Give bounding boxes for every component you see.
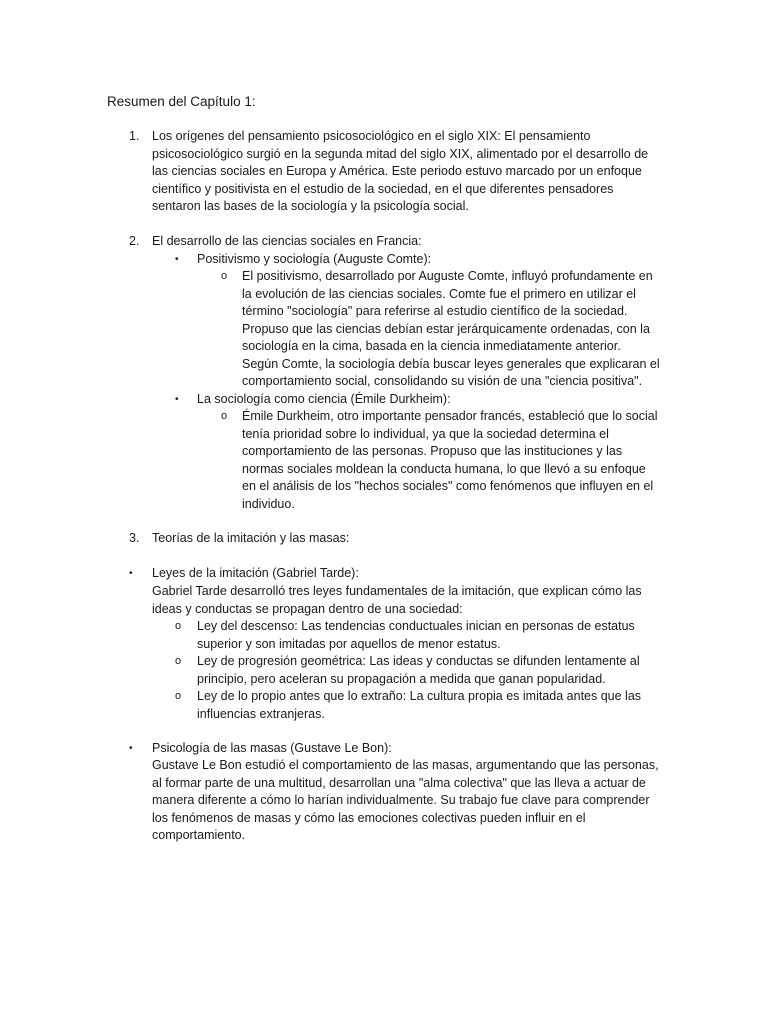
list-item-text: Gabriel Tarde desarrolló tres leyes fundamentales de la imitación, que explican cómo las ideas y conductas se propagan dentro de una sociedad: (152, 584, 642, 616)
sub-list-item-text: El positivismo, desarrollado por Auguste Comte, influyó profundamente en la evolución de las ciencias sociales. Comte fue el primero en utilizar el término "sociología" para referirse al estudio científico de la sociedad. Propuso que las ciencias debían estar jerárquicamente ordenadas, con la sociología en la cima, basada en la ciencia inmediatamente anterior. Según Comte, la sociología debía buscar leyes generales que explicaran el comportamiento social, consolidando su visión de una "ciencia positiva". (242, 269, 660, 388)
section-heading: Teorías de la imitación y las masas: (152, 531, 350, 545)
bullet-icon: • (175, 394, 179, 405)
section-number: 3. (129, 531, 140, 545)
list-item-label: Psicología de las masas (Gustave Le Bon): (152, 741, 392, 755)
section-text: Los orígenes del pensamiento psicosociológico en el siglo XIX: El pensamiento psicosociológico surgió en la segunda mitad del siglo XIX, alimentado por el desarrollo de las ciencias sociales en Europa y América. Este periodo estuvo marcado por un enfoque científico y positivista en el estudio de la sociedad, en el que diferentes pensadores sentaron las bases de la sociología y la psicología social. (152, 129, 649, 213)
page-title: Resumen del Capítulo 1: (107, 94, 256, 109)
list-item-label: Leyes de la imitación (Gabriel Tarde): (152, 566, 359, 580)
sub-list-item-text: Ley de progresión geométrica: Las ideas y conductas se difunden lentamente al principio, pero aceleran su propagación a medida que ganan popularidad. (197, 654, 640, 686)
circle-bullet-icon: o (221, 270, 228, 282)
section-number: 2. (129, 234, 140, 248)
section-heading: El desarrollo de las ciencias sociales en Francia: (152, 234, 422, 248)
list-item-text: Gustave Le Bon estudió el comportamiento de las masas, argumentando que las personas, al formar parte de una multitud, desarrollan una "alma colectiva" que las lleva a actuar de manera diferente a cómo lo harían individualmente. Su trabajo fue clave para comprender los fenómenos de masas y cómo las emociones colectivas pueden influir en el comportamiento. (152, 758, 659, 842)
sub-list-item-text: Émile Durkheim, otro importante pensador francés, estableció que lo social tenía prioridad sobre lo individual, ya que la sociedad determina el comportamiento de las personas. Propuso que las instituciones y las normas sociales moldean la conducta humana, lo que llevó a su enfoque en el análisis de los "hechos sociales" como fenómenos que influyen en el individuo. (242, 409, 658, 511)
sub-list-item-text: Ley de lo propio antes que lo extraño: La cultura propia es imitada antes que las influencias extranjeras. (197, 689, 642, 721)
circle-bullet-icon: o (175, 690, 182, 702)
circle-bullet-icon: o (221, 410, 228, 422)
list-item-label: Positivismo y sociología (Auguste Comte): (197, 252, 432, 266)
bullet-icon: • (129, 568, 133, 579)
circle-bullet-icon: o (175, 655, 182, 667)
section-number: 1. (129, 129, 140, 143)
bullet-icon: • (129, 743, 133, 754)
circle-bullet-icon: o (175, 620, 182, 632)
bullet-icon: • (175, 254, 179, 265)
sub-list-item-text: Ley del descenso: Las tendencias conductuales inician en personas de estatus superior y son imitadas por aquellos de menor estatus. (197, 619, 635, 651)
list-item-label: La sociología como ciencia (Émile Durkheim): (197, 392, 451, 406)
